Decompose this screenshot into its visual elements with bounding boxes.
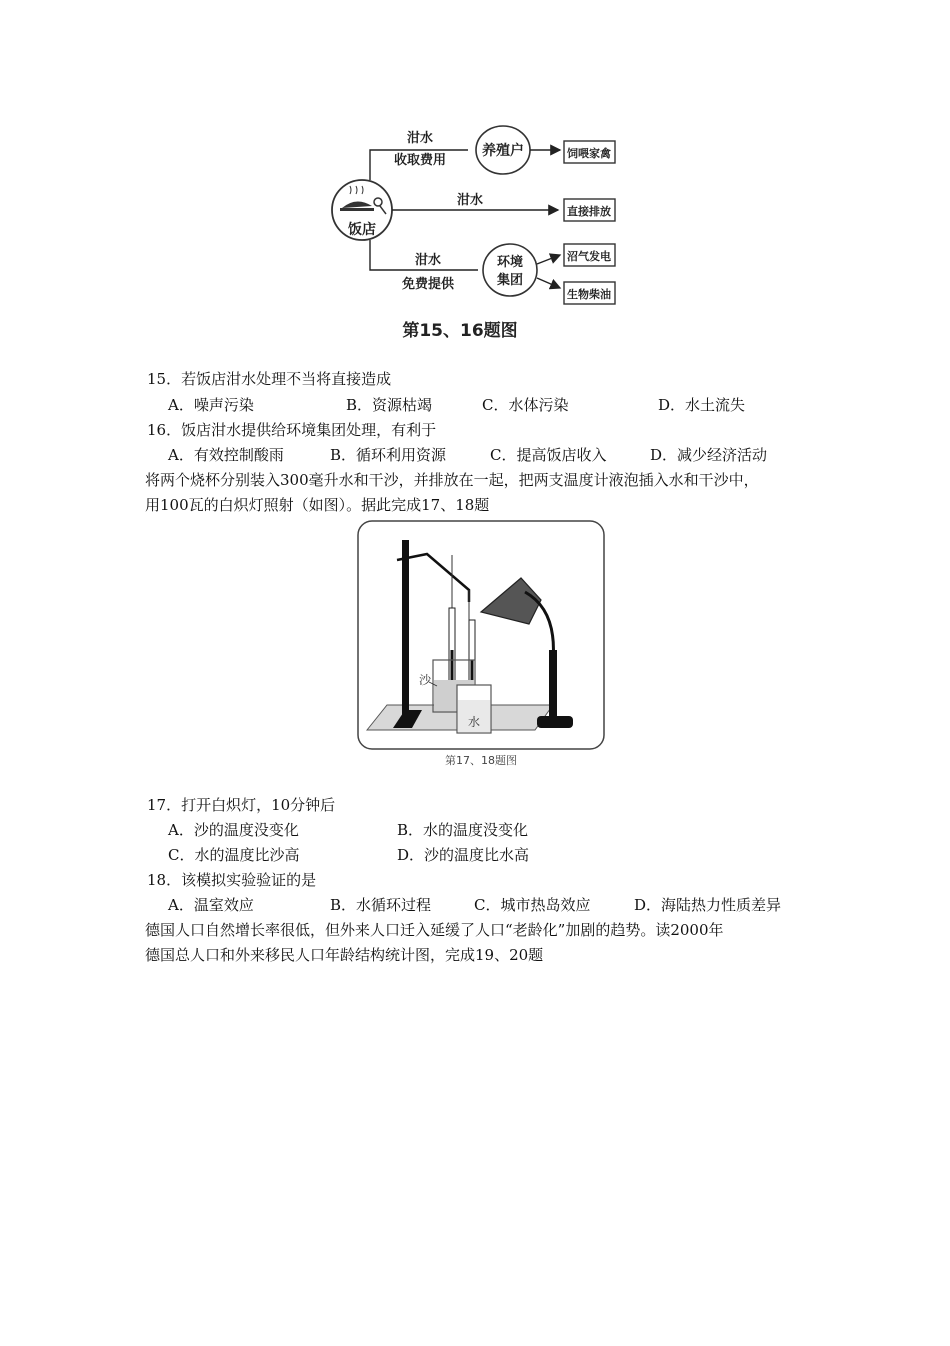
swill-flow-diagram <box>320 110 630 350</box>
q15-option-b: B．资源枯竭 <box>346 396 433 414</box>
q15-stem: 15．若饭店泔水处理不当将直接造成 <box>147 370 392 388</box>
intro19-line2: 德国总人口和外来移民人口年龄结构统计图，完成19、20题 <box>145 946 544 964</box>
feed-poultry-label: 饲喂家禽 <box>567 147 611 160</box>
q18-stem: 18．该模拟实验验证的是 <box>147 871 317 889</box>
bottom-label-swill: 泔水 <box>414 253 442 268</box>
figure2-caption: 第17、18题图 <box>445 754 517 767</box>
lamp-pole <box>549 650 557 720</box>
q16-option-c: C．提高饭店收入 <box>490 446 607 464</box>
intro17-line2: 用100瓦的白炽灯照射（如图）。据此完成17、18题 <box>145 496 490 514</box>
env-group-circle <box>483 244 537 296</box>
env-group-label-1: 环境 <box>496 255 524 270</box>
stand-rod <box>402 540 409 715</box>
intro19-line1: 德国人口自然增长率很低，但外来人口迁入延缓了人口“老龄化”加剧的趋势。读2000年 <box>145 921 724 939</box>
direct-discharge-label: 直接排放 <box>567 205 611 218</box>
q15-option-a: A．噪声污染 <box>168 396 254 414</box>
bottom-label-free: 免费提供 <box>401 277 455 292</box>
q17-option-b: B．水的温度没变化 <box>397 821 529 839</box>
q16-option-b: B．循环利用资源 <box>330 446 447 464</box>
biogas-label: 沼气发电 <box>567 250 611 263</box>
figure1-caption: 第15、16题图 <box>402 321 518 341</box>
q16-option-a: A．有效控制酸雨 <box>168 446 284 464</box>
q15-option-d: D．水土流失 <box>658 396 746 414</box>
q17-option-c: C．水的温度比沙高 <box>168 846 300 864</box>
env-group-label-2: 集团 <box>496 273 524 288</box>
q18-option-d: D．海陆热力性质差异 <box>634 896 782 914</box>
lamp-base <box>537 716 573 728</box>
restaurant-label: 饭店 <box>348 222 376 238</box>
q18-option-c: C．城市热岛效应 <box>474 896 591 914</box>
top-label-charge: 收取费用 <box>393 153 447 168</box>
q17-option-d: D．沙的温度比水高 <box>397 846 530 864</box>
q18-option-a: A．温室效应 <box>168 896 254 914</box>
biodiesel-arrow <box>537 278 560 288</box>
sand-label: 沙 <box>419 673 432 687</box>
q17-option-a: A．沙的温度没变化 <box>168 821 299 839</box>
biodiesel-label: 生物柴油 <box>567 288 611 301</box>
intro17-line1: 将两个烧杯分别装入300毫升水和干沙，并排放在一起，把两支温度计液泡插入水和干沙中， <box>145 471 759 489</box>
q17-stem: 17．打开白炽灯，10分钟后 <box>147 796 336 814</box>
water-label: 水 <box>468 715 481 729</box>
biogas-arrow <box>537 255 560 264</box>
sand-water-experiment-figure <box>357 520 605 770</box>
q16-stem: 16．饭店泔水提供给环境集团处理，有利于 <box>147 421 437 439</box>
top-label-swill: 泔水 <box>406 131 434 146</box>
q16-option-d: D．减少经济活动 <box>650 446 768 464</box>
q18-option-b: B．水循环过程 <box>330 896 432 914</box>
q15-option-c: C．水体污染 <box>482 396 569 414</box>
middle-label-swill: 泔水 <box>456 193 484 208</box>
farmer-label: 养殖户 <box>482 143 524 159</box>
